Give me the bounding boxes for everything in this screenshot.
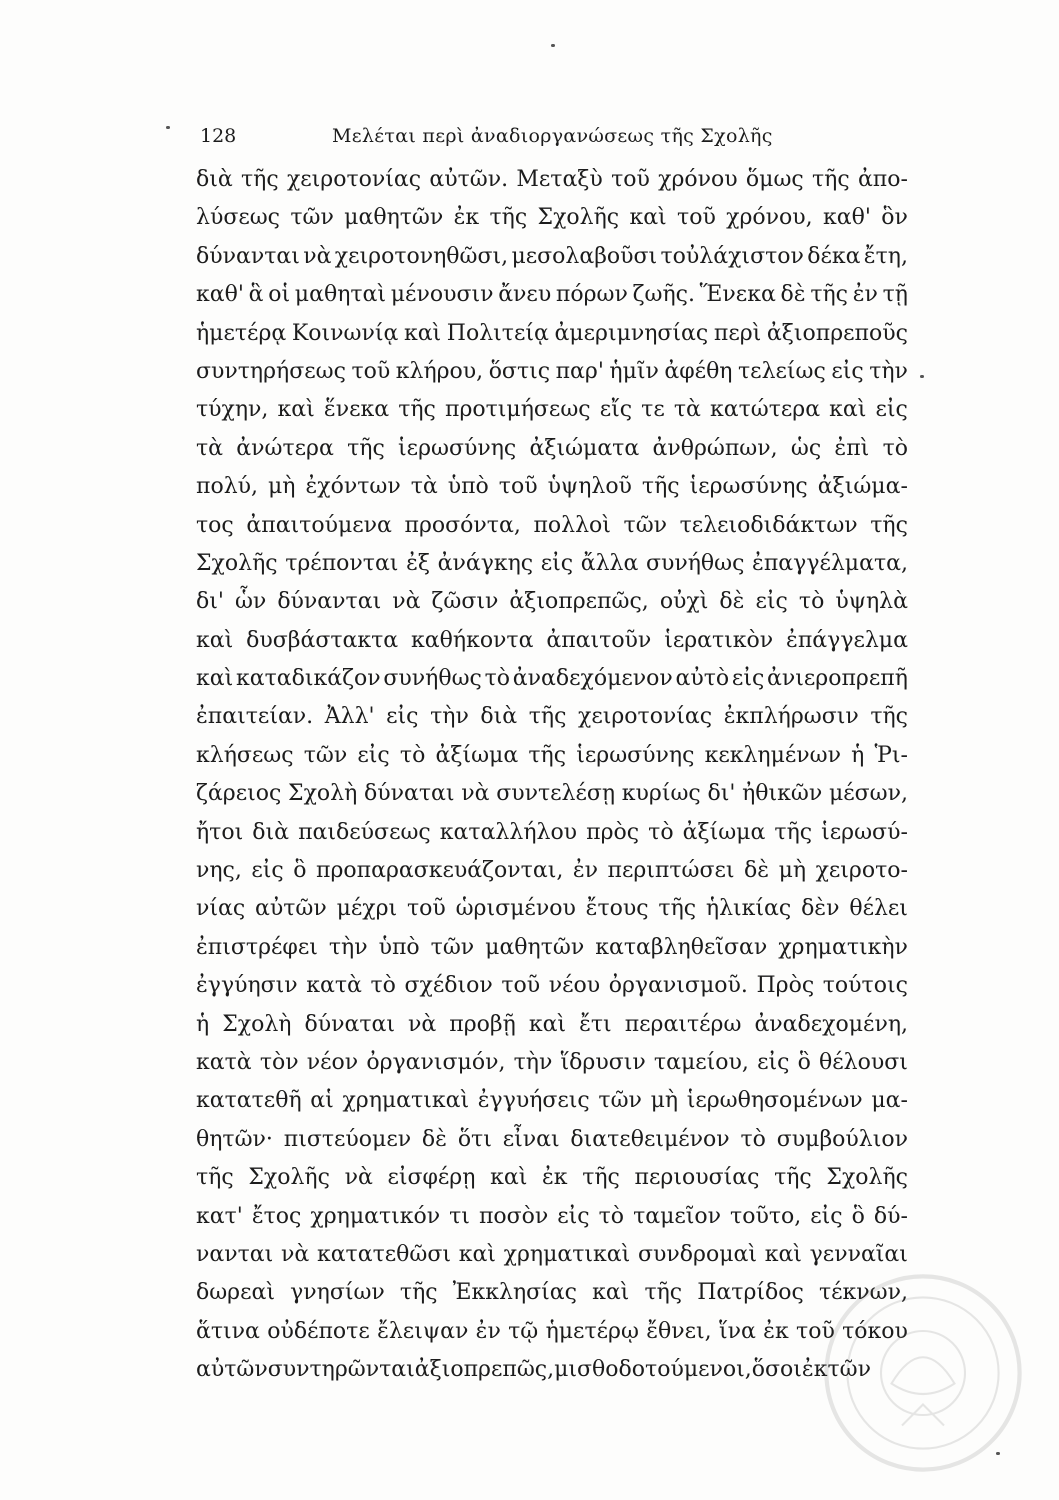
text-line: τῆς Σχολῆς νὰ εἰσφέρῃ καὶ ἐκ τῆς περιουσίας τῆς Σχολῆς <box>196 1165 908 1191</box>
library-seal-watermark <box>818 1268 1028 1478</box>
text-line: συντηρήσεως τοῦ κλήρου, ὅστις παρ' ἡμῖν ἀφέθη τελείως εἰς τὴν <box>196 358 908 384</box>
text-line: θητῶν· πιστεύομεν δὲ ὅτι εἶναι διατεθειμένον τὸ συμβούλιον <box>196 1126 908 1152</box>
text-line: αὐτῶν συντηρῶνται ἀξιοπρεπῶς, μισθοδοτούμενοι, ὅσοι ἐκ τῶν <box>196 1357 871 1383</box>
text-line: Σχολῆς τρέπονται ἐξ ἀνάγκης εἰς ἄλλα συνήθως ἐπαγγέλματα, <box>196 550 908 576</box>
text-line: νίας αὐτῶν μέχρι τοῦ ὡρισμένου ἔτους τῆς ἡλικίας δὲν θέλει <box>196 896 908 922</box>
text-line: κατ' ἔτος χρηματικόν τι ποσὸν εἰς τὸ ταμεῖον τοῦτο, εἰς ὃ δύ- <box>196 1203 908 1229</box>
text-line: τος ἀπαιτούμενα προσόντα, πολλοὶ τῶν τελειοδιδάκτων τῆς <box>196 512 908 538</box>
text-line: ἡμετέρᾳ Κοινωνίᾳ καὶ Πολιτείᾳ ἀμεριμνησίας περὶ ἀξιοπρεποῦς <box>196 320 908 346</box>
scan-speck <box>920 375 924 378</box>
body-text <box>196 161 908 1390</box>
text-line: νανται νὰ κατατεθῶσι καὶ χρηματικαὶ συνδρομαὶ καὶ γενναῖαι <box>196 1241 908 1267</box>
text-line: δι' ὧν δύνανται νὰ ζῶσιν ἀξιοπρεπῶς, οὐχὶ δὲ εἰς τὸ ὑψηλὰ <box>196 589 908 615</box>
text-line: ἤτοι διὰ παιδεύσεως καταλλήλου πρὸς τὸ ἀξίωμα τῆς ἱερωσύ- <box>196 819 908 845</box>
text-line: ἐπαιτείαν. Ἀλλ' εἰς τὴν διὰ τῆς χειροτονίας ἐκπλήρωσιν τῆς <box>196 704 908 730</box>
text-line: δύνανται νὰ χειροτονηθῶσι, μεσολαβοῦσι τοὐλάχιστον δέκα ἔτη, <box>196 243 908 269</box>
page-number: 128 <box>200 125 237 147</box>
text-line: τύχην, καὶ ἕνεκα τῆς προτιμήσεως εἴς τε τὰ κατώτερα καὶ εἰς <box>196 397 908 423</box>
text-line: ἐγγύησιν κατὰ τὸ σχέδιον τοῦ νέου ὀργανισμοῦ. Πρὸς τούτοις <box>196 973 908 999</box>
text-line: νης, εἰς ὃ προπαρασκευάζονται, ἐν περιπτώσει δὲ μὴ χειροτο- <box>196 858 908 884</box>
text-line: ζάρειος Σχολὴ δύναται νὰ συντελέσῃ κυρίως δι' ἠθικῶν μέσων, <box>196 781 908 807</box>
text-line: ἐπιστρέφει τὴν ὑπὸ τῶν μαθητῶν καταβληθεῖσαν χρηματικὴν <box>196 934 908 960</box>
text-line: λύσεως τῶν μαθητῶν ἐκ τῆς Σχολῆς καὶ τοῦ χρόνου, καθ' ὃν <box>196 205 908 231</box>
text-line: κατατεθῆ αἱ χρηματικαὶ ἐγγυήσεις τῶν μὴ ἱερωθησομένων μα- <box>196 1088 908 1114</box>
text-line: κατὰ τὸν νέον ὀργανισμόν, τὴν ἵδρυσιν ταμείου, εἰς ὃ θέλουσι <box>196 1049 908 1075</box>
text-line: πολύ, μὴ ἐχόντων τὰ ὑπὸ τοῦ ὑψηλοῦ τῆς ἱερωσύνης ἀξιώμα- <box>196 474 908 500</box>
text-line: καθ' ἃ οἱ μαθηταὶ μένουσιν ἄνευ πόρων ζωῆς. Ἕνεκα δὲ τῆς ἐν τῇ <box>196 282 908 308</box>
text-line: ἅτινα οὐδέποτε ἔλειψαν ἐν τῷ ἡμετέρῳ ἔθνει, ἵνα ἐκ τοῦ τόκου <box>196 1318 908 1344</box>
running-title: Μελέται περὶ ἀναδιοργανώσεως τῆς Σχολῆς <box>332 125 773 147</box>
text-line: δωρεαὶ γνησίων τῆς Ἐκκλησίας καὶ τῆς Πατρίδος τέκνων, <box>196 1280 908 1306</box>
text-line: τὰ ἀνώτερα τῆς ἱερωσύνης ἀξιώματα ἀνθρώπων, ὡς ἐπὶ τὸ <box>196 435 908 461</box>
running-header <box>200 118 880 154</box>
text-line: καὶ δυσβάστακτα καθήκοντα ἀπαιτοῦν ἱερατικὸν ἐπάγγελμα <box>196 627 908 653</box>
text-line: ἡ Σχολὴ δύναται νὰ προβῇ καὶ ἔτι περαιτέρω ἀναδεχομένη, <box>196 1011 908 1037</box>
scan-speck <box>166 126 170 129</box>
scan-speck <box>551 44 555 47</box>
text-line: καὶ καταδικάζον συνήθως τὸ ἀναδεχόμενον αὐτὸ εἰς ἀνιεροπρεπῆ <box>196 666 908 692</box>
text-line: κλήσεως τῶν εἰς τὸ ἀξίωμα τῆς ἱερωσύνης κεκλημένων ἡ Ῥι- <box>196 742 908 768</box>
text-line: διὰ τῆς χειροτονίας αὐτῶν. Μεταξὺ τοῦ χρόνου ὅμως τῆς ἀπο- <box>196 167 908 192</box>
